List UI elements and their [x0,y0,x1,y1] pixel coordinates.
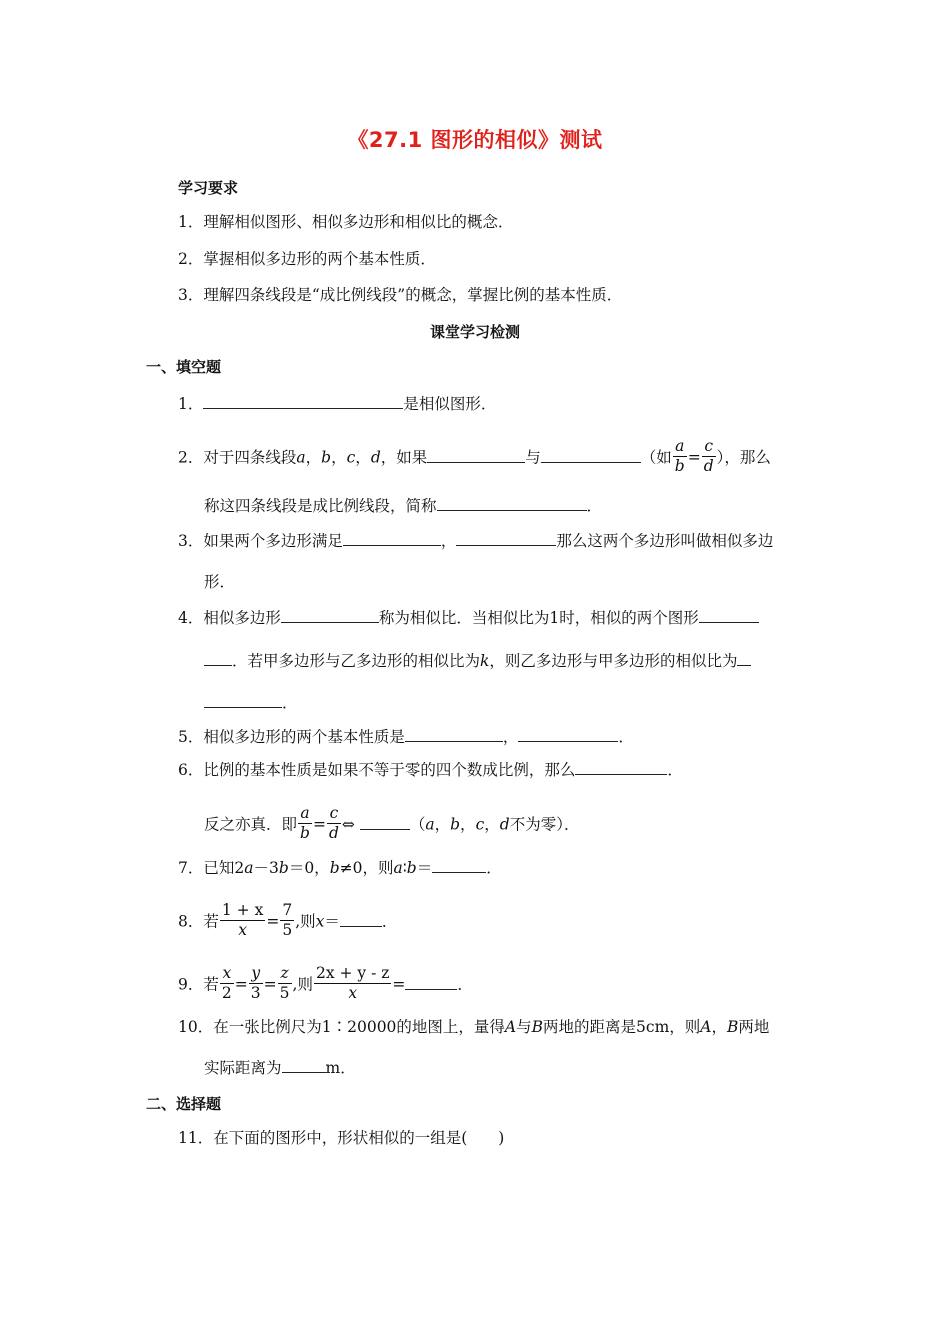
variable-x: x [315,912,325,931]
question-text: 那么这两个多边形叫做相似多边 [556,532,774,550]
question-text: 称为相似比．当相似比为1时，相似的两个图形 [378,609,699,627]
question-text: 在一张比例尺 [213,1018,307,1036]
comma: ， [711,1018,727,1036]
variable-c: c [346,448,356,467]
page-title: 《27.1 图形的相似》测试 [347,128,603,152]
variable-b: b [321,448,332,467]
equals-sign: = [687,448,701,467]
fraction-z-over-5: $\frac{z}{5}$ [279,964,290,1002]
answer-blank[interactable] [204,692,282,708]
question-number: 10． [178,1018,214,1036]
equals-sign: = [263,975,277,994]
question-text: ，则乙多边形 [489,652,583,670]
question-text: 若 [203,912,219,931]
answer-blank[interactable] [360,814,410,830]
question-text: ．若甲多边形与乙多边形的相似比为 [232,652,481,670]
variable-b: b [329,859,340,877]
question-text: 若 [203,975,219,994]
question-text: 不为零）． [509,815,580,834]
question-text: 与 [525,448,541,467]
period: ． [381,912,398,931]
point-a: A [504,1018,517,1036]
question-text: 似多边形的两个基本性质是 [218,728,405,746]
section-title: 课堂学习检测 [429,323,520,341]
question-8 [178,903,397,942]
question-text: 在下面的图形中，形状相似的一组是( ) [213,1129,505,1147]
fraction-a-over-b: $\frac{a}{b}$ [300,804,310,842]
question-text: 已知2 [203,859,245,877]
period: ． [586,497,603,515]
ratio-colon: ∶ [402,859,407,877]
question-text: 相 [203,728,219,746]
question-text: ＝ [416,859,433,877]
question-text: 称这四条线段是成比例线段，简称 [204,497,437,515]
question-text: ，如果 [380,448,428,467]
question-1 [178,393,496,415]
question-text: 是相似图形． [403,395,497,413]
variable-a: a [244,859,254,877]
fraction-7-over-5: $\frac{7}{5}$ [282,901,293,939]
answer-blank[interactable] [282,1057,326,1073]
point-b: B [727,1018,739,1036]
answer-blank[interactable] [427,447,525,463]
answer-blank[interactable] [203,393,403,409]
fraction-1-plus-x-over-x: $\frac{1 + x}{x}$ [221,901,264,939]
question-11 [178,1127,504,1149]
answer-blank[interactable] [432,857,486,873]
period: ． [667,761,683,779]
requirement-item-2: 2．掌握相似多边形的两个基本性质． [178,250,436,268]
question-text: （ [409,815,426,834]
question-number: 9． [178,975,204,994]
question-5 [178,726,634,748]
period: ． [457,975,473,994]
equals-sign: = [266,912,280,931]
question-6 [178,759,683,781]
question-text: ≠0，则 [339,859,394,877]
variable-d: d [370,448,381,467]
point-a: A [700,1018,712,1036]
question-text: 如果两个多边形满足 [203,532,343,550]
part1-heading: 一、填空题 [146,358,222,376]
question-9 [178,966,473,1005]
answer-blank[interactable] [343,530,441,546]
question-number: 2． [178,448,204,467]
answer-blank[interactable] [204,650,232,666]
question-text: 反之亦真．即 [204,815,298,834]
variable-c: c [475,815,485,834]
question-3 [178,530,773,552]
answer-blank[interactable] [541,447,641,463]
question-2-line-2 [204,495,602,517]
question-10 [178,1016,769,1038]
period: ． [486,859,502,877]
question-text: ,则 [292,975,313,994]
question-number: 4． [178,609,204,627]
variable-b: b [278,859,289,877]
variable-a: a [296,448,306,467]
question-6-line-2: 反之亦真．即 $\frac{a}{b}$ = $\frac{c}{d}$ ⇔ （a，b，c，d不为零）． [204,804,580,842]
question-text: 两地 [738,1018,770,1036]
question-4 [178,607,759,629]
question-number: 7． [178,859,204,877]
equals-sign: = [234,975,248,994]
variable-a: a [425,815,435,834]
question-text: ＝ [324,912,340,931]
iff-symbol: ⇔ [341,815,355,834]
comma: ， [502,728,519,746]
variable-b: b [406,859,417,877]
fraction-c-over-d: $\frac{c}{d}$ [328,804,339,842]
answer-blank[interactable] [437,495,587,511]
question-number: 1． [178,395,204,413]
fraction-c-over-d: $\frac{c}{d}$ [703,437,714,475]
unit-text: m． [325,1059,356,1077]
answer-blank[interactable] [699,607,759,623]
question-number: 5． [178,728,204,746]
equals-sign: = [312,815,326,834]
question-number: 11． [178,1129,214,1147]
question-text: （如 [640,448,672,467]
part2-heading: 二、选择题 [146,1095,222,1113]
question-text: 两地的距离是5cm，则 [543,1018,701,1036]
question-number: 3． [178,532,204,550]
question-number: 8． [178,912,204,931]
answer-blank[interactable] [340,911,382,927]
fraction-y-over-3: $\frac{y}{3}$ [250,964,261,1002]
question-10-line-2 [204,1057,356,1079]
question-4-line-2 [204,650,751,672]
answer-blank[interactable] [405,974,457,990]
question-3-line-2: 形． [204,573,236,591]
answer-blank[interactable] [518,726,618,742]
question-text: －3 [253,859,279,877]
question-2: 2．对于四条线段a，b，c，d，如果 与 （如 $\frac{a}{b}$ = $\frac{c}{d}$ ），那么 [178,437,771,475]
question-text: ＝0， [288,859,330,877]
answer-blank[interactable] [575,759,667,775]
answer-blank[interactable] [281,607,379,623]
fraction-expression-over-x: $\frac{2x + y - z}{x}$ [315,964,390,1002]
variable-k: k [480,652,490,670]
question-text: 比例的基本性质是如果不等于零的四个数成比例，那么 [203,761,576,779]
answer-blank[interactable] [737,650,751,666]
question-text: 与 [516,1018,532,1036]
comma: ， [440,532,457,550]
fraction-a-over-b: $\frac{a}{b}$ [674,437,685,475]
equals-sign: = [392,975,406,994]
question-text: 对于四条线段 [203,448,297,467]
answer-blank[interactable] [456,530,556,546]
question-text: 实际距离为 [204,1059,282,1077]
answer-blank[interactable] [405,726,503,742]
period: ． [282,694,298,712]
question-number: 6． [178,761,204,779]
variable-d: d [499,815,510,834]
variable-a: a [393,859,403,877]
variable-b: b [450,815,461,834]
requirement-item-3: 3．理解四条线段是“成比例线段”的概念，掌握比例的基本性质． [178,286,623,304]
question-text: 与甲多边形的相似比为 [582,652,738,670]
requirement-item-1: 1．理解相似图形、相似多边形和相似比的概念． [178,213,514,231]
question-4-line-3 [204,692,298,714]
requirements-heading: 学习要求 [178,179,239,197]
period: ． [618,728,634,746]
point-b: B [531,1018,544,1036]
question-7 [178,857,502,879]
question-text: ,则 [295,912,316,931]
question-text: 相似多边形 [203,609,281,627]
fraction-x-over-2: $\frac{x}{2}$ [221,964,232,1002]
question-text: ），那么 [716,448,771,467]
question-text: 为1∶20000的地图上，量得 [306,1018,505,1036]
